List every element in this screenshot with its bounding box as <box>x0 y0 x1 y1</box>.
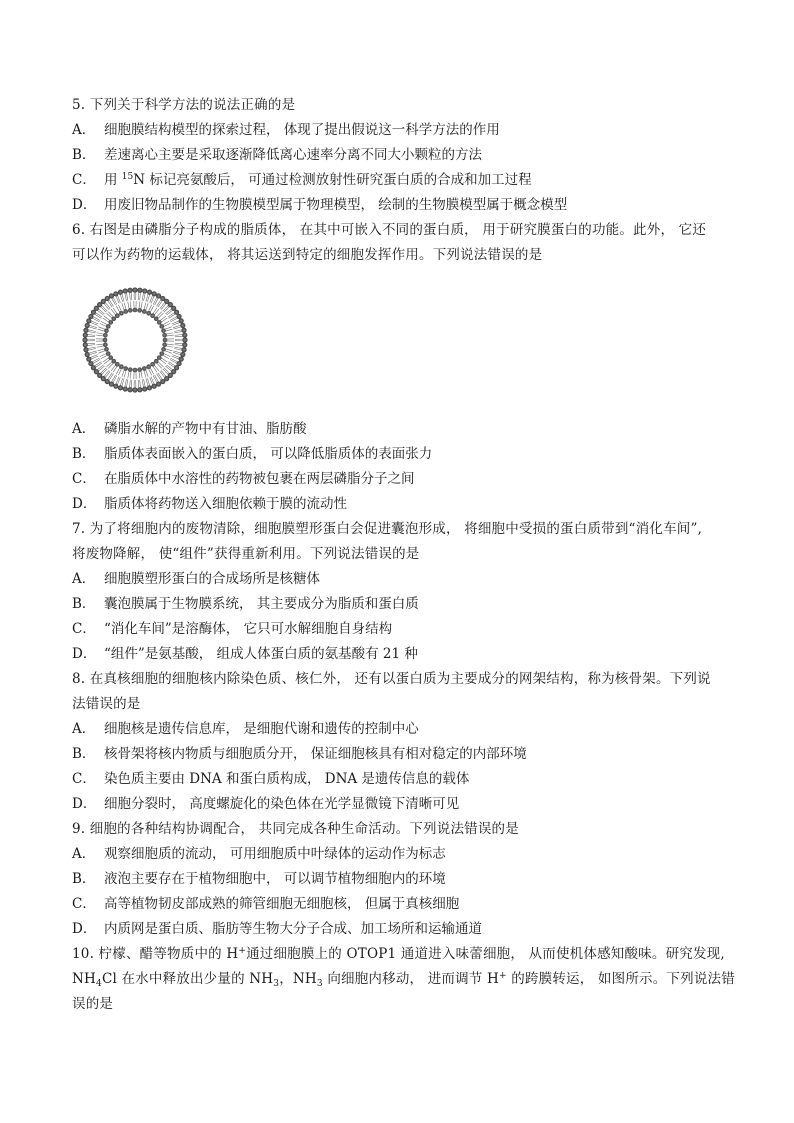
phospholipid-head <box>157 355 162 360</box>
phospholipid-tail <box>166 329 173 331</box>
phospholipid-tail <box>126 379 127 387</box>
phospholipid-head <box>83 342 88 347</box>
phospholipid-head <box>103 342 108 347</box>
phospholipid-head <box>181 347 186 352</box>
phospholipid-tail <box>96 335 103 336</box>
phospholipid-tail <box>97 346 104 347</box>
q8-stem-line2: 法错误的是 <box>72 696 141 712</box>
phospholipid-head <box>152 291 157 296</box>
outer-phospholipid-layer <box>82 287 187 392</box>
phospholipid-tail <box>96 344 103 345</box>
q10-stem-line1: 10. 柠檬、醋等物质中的 H+通过细胞膜上的 OTOP1 通道进入味蕾细胞， 从而使机体感知酸味。研究发现, <box>72 946 725 962</box>
phospholipid-tail <box>157 363 162 368</box>
phospholipid-tail <box>98 351 105 353</box>
phospholipid-head <box>179 357 184 362</box>
phospholipid-tail <box>138 292 139 300</box>
phospholipid-tail <box>146 303 148 310</box>
phospholipid-head <box>150 313 155 318</box>
phospholipid-tail <box>92 358 99 362</box>
phospholipid-tail <box>124 303 126 310</box>
phospholipid-head <box>108 320 113 325</box>
phospholipid-tail <box>172 356 179 359</box>
phospholipid-head <box>161 347 166 352</box>
q6-option-a: A． 磷脂水解的产物中有甘油、脂肪酸 <box>72 421 307 437</box>
phospholipid-head <box>128 308 133 313</box>
phospholipid-head <box>133 368 138 373</box>
phospholipid-head <box>85 352 90 357</box>
phospholipid-tail <box>88 330 96 332</box>
phospholipid-tail <box>138 380 139 388</box>
phospholipid-tail <box>92 318 99 322</box>
phospholipid-head <box>142 309 147 314</box>
phospholipid-tail <box>107 362 112 367</box>
phospholipid-tail <box>165 351 172 353</box>
phospholipid-tail <box>88 331 96 332</box>
q5-stem: 5. 下列关于科学方法的说法正确的是 <box>72 97 296 113</box>
phospholipid-tail <box>167 335 174 336</box>
phospholipid-tail <box>139 372 140 379</box>
q8-option-d: D． 细胞分裂时， 高度螺旋化的染色体在光学显微镜下清晰可见 <box>72 796 460 812</box>
phospholipid-tail <box>165 327 172 329</box>
phospholipid-tail <box>98 327 105 329</box>
phospholipid-tail <box>122 370 124 377</box>
phospholipid-tail <box>151 377 154 384</box>
phospholipid-tail <box>91 356 98 359</box>
phospholipid-tail <box>125 379 127 387</box>
phospholipid-tail <box>140 292 141 300</box>
phospholipid-tail <box>158 313 163 318</box>
phospholipid-tail <box>126 293 127 301</box>
phospholipid-tail <box>140 380 141 388</box>
phospholipid-head <box>137 308 142 313</box>
q5-option-a: A． 细胞膜结构模型的探索过程， 体现了提出假说这一科学方法的作用 <box>72 122 500 138</box>
phospholipid-tail <box>87 336 95 337</box>
phospholipid-tail <box>122 303 124 310</box>
q8-option-a: A． 细胞核是遗传信息库， 是细胞代谢和遗传的控制中心 <box>72 721 419 737</box>
phospholipid-tail <box>175 343 183 344</box>
phospholipid-tail <box>144 379 146 387</box>
phospholipid-head <box>111 316 116 321</box>
phospholipid-head <box>123 309 128 314</box>
phospholipid-tail <box>166 346 173 347</box>
phospholipid-head <box>156 381 161 386</box>
phospholipid-tail <box>153 297 157 304</box>
phospholipid-head <box>146 311 151 316</box>
phospholipid-head <box>106 324 111 329</box>
phospholipid-tail <box>129 292 130 300</box>
phospholipid-head <box>137 387 142 392</box>
phospholipid-head <box>83 328 88 333</box>
phospholipid-head <box>86 318 91 323</box>
phospholipid-tail <box>150 377 153 384</box>
phospholipid-tail <box>90 322 97 325</box>
q9-option-a: A． 观察细胞质的流动， 可用细胞质中叶绿体的运动作为标志 <box>72 846 446 862</box>
q7-stem-line1: 7. 为了将细胞内的废物清除，细胞膜塑形蛋白会促进囊泡形成， 将细胞中受损的蛋白质带到“消化车间”, <box>72 521 703 537</box>
phospholipid-head <box>152 384 157 389</box>
phospholipid-tail <box>141 302 142 309</box>
phospholipid-head <box>88 361 93 366</box>
q6-stem-line2: 可以作为药物的运载体， 将其运送到特定的细胞发挥作用。下列说法错误的是 <box>72 247 543 263</box>
phospholipid-head <box>82 337 87 342</box>
phospholipid-head <box>147 385 152 390</box>
phospholipid-tail <box>125 293 127 301</box>
phospholipid-tail <box>117 295 120 302</box>
phospholipid-head <box>150 362 155 367</box>
phospholipid-head <box>83 347 88 352</box>
phospholipid-tail <box>128 302 129 309</box>
q6-option-d: D． 脂质体将药物送入细胞依赖于膜的流动性 <box>72 496 347 512</box>
phospholipid-head <box>181 328 186 333</box>
phospholipid-tail <box>139 301 140 308</box>
phospholipid-tail <box>172 322 179 325</box>
phospholipid-head <box>106 351 111 356</box>
phospholipid-tail <box>175 336 183 337</box>
phospholipid-tail <box>130 301 131 308</box>
phospholipid-head <box>159 324 164 329</box>
q9-stem: 9. 细胞的各种结构协调配合， 共同完成各种生命活动。下列说法错误的是 <box>72 821 519 837</box>
phospholipid-tail <box>142 293 143 301</box>
phospholipid-head <box>104 347 109 352</box>
phospholipid-head <box>118 385 123 390</box>
phospholipid-tail <box>98 349 105 351</box>
q5-option-b: B． 差速离心主要是采取逐渐降低离心速率分离不同大小颗粒的方法 <box>72 147 482 163</box>
phospholipid-head <box>182 332 187 337</box>
phospholipid-head <box>127 288 132 293</box>
q6-stem-line1: 6. 右图是由磷脂分子构成的脂质体， 在其中可嵌入不同的蛋白质， 用于研究膜蛋白的功能。此外， 它还 <box>72 222 707 238</box>
phospholipid-head <box>159 351 164 356</box>
phospholipid-head <box>119 311 124 316</box>
phospholipid-head <box>137 288 142 293</box>
phospholipid-head <box>108 355 113 360</box>
phospholipid-tail <box>150 295 153 302</box>
phospholipid-tail <box>175 334 183 335</box>
phospholipid-tail <box>153 376 157 383</box>
q5-option-d: D． 用废旧物品制作的生物膜模型属于物理模型， 绘制的生物膜模型属于概念模型 <box>72 197 568 213</box>
phospholipid-tail <box>144 303 146 310</box>
phospholipid-head <box>123 386 128 391</box>
phospholipid-head <box>132 387 137 392</box>
q7-stem-line2: 将废物降解， 使“组件”获得重新利用。下列说法错误的是 <box>72 546 420 562</box>
phospholipid-tail <box>174 331 182 332</box>
phospholipid-head <box>163 338 168 343</box>
phospholipid-tail <box>129 380 130 388</box>
phospholipid-tail <box>171 358 178 362</box>
phospholipid-head <box>113 291 118 296</box>
phospholipid-tail <box>166 349 173 351</box>
phospholipid-tail <box>117 377 120 384</box>
phospholipid-head <box>162 333 167 338</box>
phospholipid-tail <box>146 370 148 377</box>
phospholipid-tail <box>91 321 98 324</box>
phospholipid-head <box>123 366 128 371</box>
phospholipid-tail <box>113 376 117 383</box>
phospholipid-head <box>109 293 114 298</box>
phospholipid-head <box>133 308 138 313</box>
phospholipid-head <box>128 367 133 372</box>
q7-option-d: D． “组件”是氨基酸， 组成人体蛋白质的氨基酸有 21 种 <box>72 646 418 662</box>
phospholipid-head <box>127 387 132 392</box>
phospholipid-tail <box>124 371 126 378</box>
phospholipid-head <box>103 333 108 338</box>
phospholipid-head <box>142 366 147 371</box>
phospholipid-tail <box>172 321 179 324</box>
q7-option-a: A． 细胞膜塑形蛋白的合成场所是核糖体 <box>72 571 320 587</box>
q7-option-c: C． “消化车间”是溶酶体， 它只可水解细胞自身结构 <box>72 621 393 637</box>
q8-stem-line1: 8. 在真核细胞的细胞核内除染色质、核仁外， 还有以蛋白质为主要成分的网架结构，称为核骨架。下列说 <box>72 671 711 687</box>
phospholipid-tail <box>113 297 117 304</box>
phospholipid-tail <box>172 355 179 358</box>
phospholipid-tail <box>87 343 95 344</box>
q9-option-b: B． 液泡主要存在于植物细胞中， 可以调节植物细胞内的环境 <box>72 871 446 887</box>
phospholipid-tail <box>116 377 119 384</box>
phospholipid-head <box>142 288 147 293</box>
q6-option-c: C． 在脂质体中水溶性的药物被包裹在两层磷脂分子之间 <box>72 471 415 487</box>
phospholipid-head <box>123 288 128 293</box>
phospholipid-tail <box>131 292 132 300</box>
phospholipid-tail <box>116 296 119 303</box>
phospholipid-tail <box>107 313 112 318</box>
phospholipid-head <box>182 342 187 347</box>
inner-phospholipid-layer <box>96 301 174 379</box>
phospholipid-head <box>154 359 159 364</box>
q7-option-b: B． 囊泡膜属于生物膜系统， 其主要成分为脂质和蛋白质 <box>72 596 419 612</box>
q9-option-d: D． 内质网是蛋白质、脂肪等生物大分子合成、加工场所和运输通道 <box>72 921 482 937</box>
phospholipid-head <box>161 328 166 333</box>
phospholipid-tail <box>174 347 182 348</box>
phospholipid-head <box>115 362 120 367</box>
phospholipid-head <box>162 342 167 347</box>
phospholipid-head <box>179 318 184 323</box>
phospholipid-head <box>132 287 137 292</box>
phospholipid-tail <box>144 371 146 378</box>
phospholipid-tail <box>88 349 96 351</box>
phospholipid-head <box>113 384 118 389</box>
phospholipid-tail <box>174 349 182 351</box>
phospholipid-tail <box>142 379 143 387</box>
phospholipid-tail <box>174 330 182 332</box>
phospholipid-tail <box>167 344 174 345</box>
q6-option-b: B． 脂质体表面嵌入的蛋白质， 可以降低脂质体的表面张力 <box>72 446 433 462</box>
q9-option-c: C． 高等植物韧皮部成熟的筛管细胞无细胞核， 但属于真核细胞 <box>72 896 460 912</box>
phospholipid-head <box>182 337 187 342</box>
q10-stem-line3: 误的是 <box>72 996 114 1012</box>
phospholipid-tail <box>171 318 178 322</box>
phospholipid-head <box>146 364 151 369</box>
phospholipid-head <box>137 367 142 372</box>
phospholipid-tail <box>90 355 97 358</box>
phospholipid-head <box>86 357 91 362</box>
phospholipid-head <box>119 364 124 369</box>
phospholipid-head <box>154 316 159 321</box>
phospholipid-tail <box>98 329 105 331</box>
phospholipid-head <box>115 313 120 318</box>
phospholipid-tail <box>88 347 96 348</box>
phospholipid-tail <box>87 345 95 346</box>
phospholipid-tail <box>175 345 183 346</box>
phospholipid-tail <box>87 334 95 335</box>
phospholipid-tail <box>97 333 104 334</box>
phospholipid-head <box>180 323 185 328</box>
phospholipid-head <box>103 338 108 343</box>
phospholipid-tail <box>144 293 146 301</box>
phospholipid-head <box>85 323 90 328</box>
q8-option-c: C． 染色质主要由 DNA 和蛋白质构成， DNA 是遗传信息的载体 <box>72 771 470 787</box>
q8-option-b: B． 核骨架将核内物质与细胞质分开， 保证细胞核具有相对稳定的内部环境 <box>72 746 527 762</box>
phospholipid-tail <box>158 362 163 367</box>
phospholipid-tail <box>128 371 129 378</box>
phospholipid-head <box>83 332 88 337</box>
phospholipid-tail <box>151 296 154 303</box>
phospholipid-head <box>118 290 123 295</box>
phospholipid-tail <box>130 372 131 379</box>
phospholipid-tail <box>141 371 142 378</box>
phospholipid-head <box>180 352 185 357</box>
phospholipid-head <box>142 386 147 391</box>
phospholipid-tail <box>166 333 173 334</box>
phospholipid-head <box>111 359 116 364</box>
phospholipid-tail <box>108 312 113 317</box>
liposome-figure <box>80 285 190 395</box>
phospholipid-head <box>176 314 181 319</box>
phospholipid-tail <box>131 380 132 388</box>
phospholipid-tail <box>157 312 162 317</box>
q10-stem-line2: $NH_4Cl$ 在水中释放出少量的 $NH_3$，$NH_3$ 向细胞内移动， 进而调节 H+ 的跨膜转运， 如图所示。下列说法错 <box>72 971 735 989</box>
q5-option-c: C． 用 $^{15}$N 标记亮氨酸后， 可通过检测放射性研究蛋白质的合成和加工过程 <box>72 172 532 188</box>
phospholipid-tail <box>108 363 113 368</box>
phospholipid-head <box>147 290 152 295</box>
phospholipid-head <box>104 328 109 333</box>
phospholipid-head <box>157 320 162 325</box>
